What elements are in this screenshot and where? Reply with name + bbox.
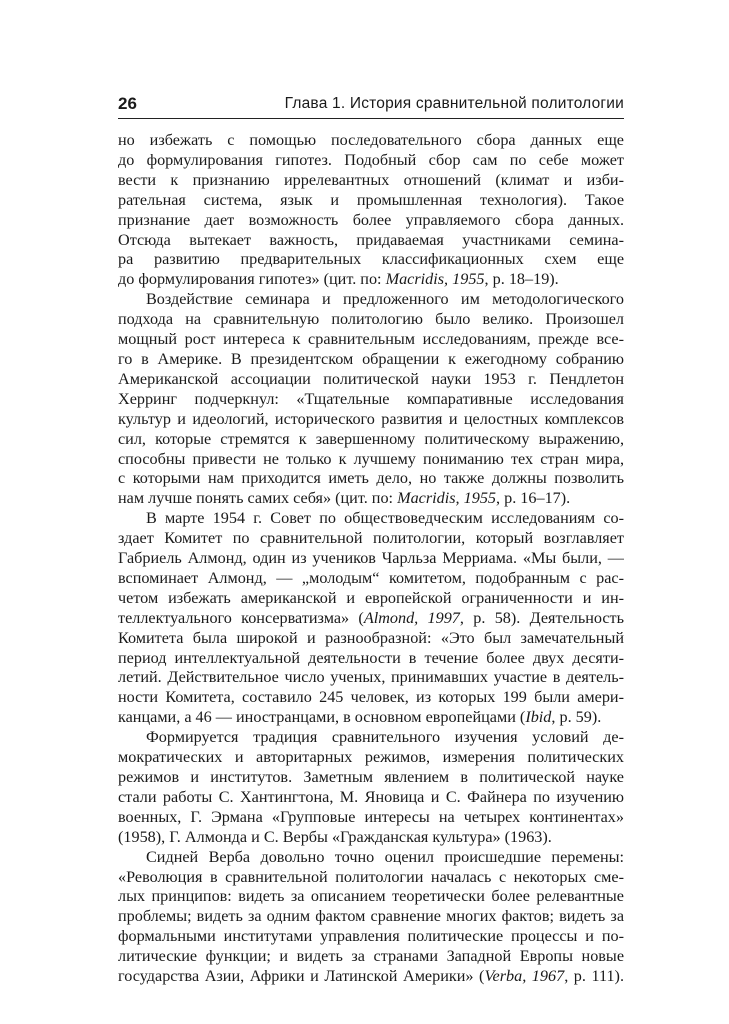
text-line: режимов и институтов. Заметным явлением в политической науке: [118, 768, 624, 786]
text-line: государства Азии, Африки и Латинской Америки» (Verba, 1967, р. 111).: [118, 967, 624, 986]
text-line: ности Комитета, составило 245 человек, из которых 199 были амери-: [118, 688, 624, 707]
text-line: го в Америке. В президентском обращении к ежегодному собранию: [118, 349, 624, 368]
text-line: теллектуального консерватизма» (Almond, 1997, р. 58). Деятельность: [118, 608, 624, 627]
text-line: рательная система, язык и промышленная технология). Такое: [118, 190, 624, 209]
text-line: «Революция в сравнительной политологии началась с некоторых сме-: [118, 867, 624, 886]
text-line: признание дает возможность более управляемого сбора данных.: [118, 210, 624, 229]
text-line: способны привести не только к лучшему пониманию тех стран мира,: [118, 449, 624, 468]
citation-author: Macridis, 1955: [397, 489, 497, 508]
text-line: (1958), Г. Алмонда и С. Вербы «Гражданская культура» (1963).: [118, 827, 552, 846]
text-line: канцами, а 46 — иностранцами, в основном европейцами (Ibid, р. 59).: [118, 708, 602, 727]
body-text: [118, 131, 624, 987]
paragraph: [118, 290, 624, 509]
text-line: летий. Действительное число ученых, принимавших участие в деятель-: [118, 668, 624, 687]
text-line: с которыми нам приходится иметь дело, но также должны позволить: [118, 469, 624, 488]
paragraph: [118, 848, 624, 987]
text-line: культур и идеологий, исторического развития и целостных комплексов: [118, 409, 624, 428]
text-line: сил, которые стремятся к завершенному политическому выражению,: [118, 429, 624, 448]
text-line: Формируется традиция сравнительного изучения условий де-: [146, 728, 624, 747]
text-line: ра развитию предварительных классификационных схем еще: [118, 250, 624, 269]
paragraph: [118, 728, 624, 847]
text-line: формальными институтами управления политические процессы и по-: [118, 927, 624, 946]
text-line: до формулирования гипотез» (цит. по: Macridis, 1955, р. 18–19).: [118, 270, 559, 289]
text-line: мократических и авторитарных режимов, измерения политических: [118, 748, 624, 767]
text-line: Херринг подчеркнул: «Тщательные компаративные исследования: [118, 389, 624, 408]
text-line: вспоминает Алмонд, — „молодым“ комитетом, подобранным с рас-: [118, 568, 624, 587]
text-line: Отсюда вытекает важность, придаваемая участниками семина-: [118, 230, 624, 249]
text-line: период интеллектуальной деятельности в течение более двух десяти-: [118, 648, 624, 667]
text-line: В марте 1954 г. Совет по обществоведческим исследованиям со-: [146, 509, 624, 528]
text-line: вести к признанию иррелевантных отношений (климат и изби-: [118, 170, 624, 189]
text-line: подхода на сравнительную политологию было велико. Произошел: [118, 310, 624, 329]
text-line: Габриель Алмонд, один из учеников Чарльза Мерриама. «Мы были, —: [118, 549, 624, 568]
paragraph: [118, 131, 624, 290]
text-line: стали работы С. Хантингтона, М. Яновица и С. Файнера по изучению: [118, 787, 624, 806]
chapter-title: Глава 1. История сравнительной политологии: [284, 95, 624, 112]
text-line: Воздействие семинара и предложенного им методологического: [146, 290, 624, 309]
citation-author: Almond, 1997: [363, 608, 460, 627]
paragraph: [118, 509, 624, 728]
text-line: четом избежать американской и европейской ограниченности и ин-: [118, 588, 624, 607]
text-line: но избежать с помощью последовательного сбора данных еще: [118, 131, 624, 149]
text-line: нам лучше понять самих себя» (цит. по: Macridis, 1955, р. 16–17).: [118, 489, 571, 508]
text-line: до формулирования гипотез. Подобный сбор сам по себе может: [118, 150, 624, 169]
text-line: лых принципов: видеть за описанием теоретически более релевантные: [118, 887, 624, 906]
citation-author: Macridis, 1955: [385, 270, 485, 289]
text-line: Сидней Верба довольно точно оценил происшедшие перемены:: [146, 847, 624, 866]
page-number: 26: [118, 94, 137, 113]
citation-author: Verba, 1967: [484, 967, 565, 986]
text-line: мощный рост интереса к сравнительным исследованиям, прежде все-: [118, 330, 624, 349]
text-line: Американской ассоциации политической науки 1953 г. Пендлетон: [118, 369, 624, 388]
text-line: литические функции; и видеть за странами Западной Европы новые: [118, 947, 624, 966]
text-line: здает Комитет по сравнительной политологии, который возглавляет: [118, 529, 624, 548]
citation-author: Ibid: [525, 708, 552, 727]
running-header: [118, 92, 624, 119]
text-line: проблемы; видеть за одним фактом сравнение многих фактов; видеть за: [118, 907, 624, 926]
text-line: военных, Г. Эрмана «Групповые интересы на четырех континентах»: [118, 807, 624, 826]
text-line: Комитета была широкой и разнообразной: «Это был замечательный: [118, 628, 624, 647]
